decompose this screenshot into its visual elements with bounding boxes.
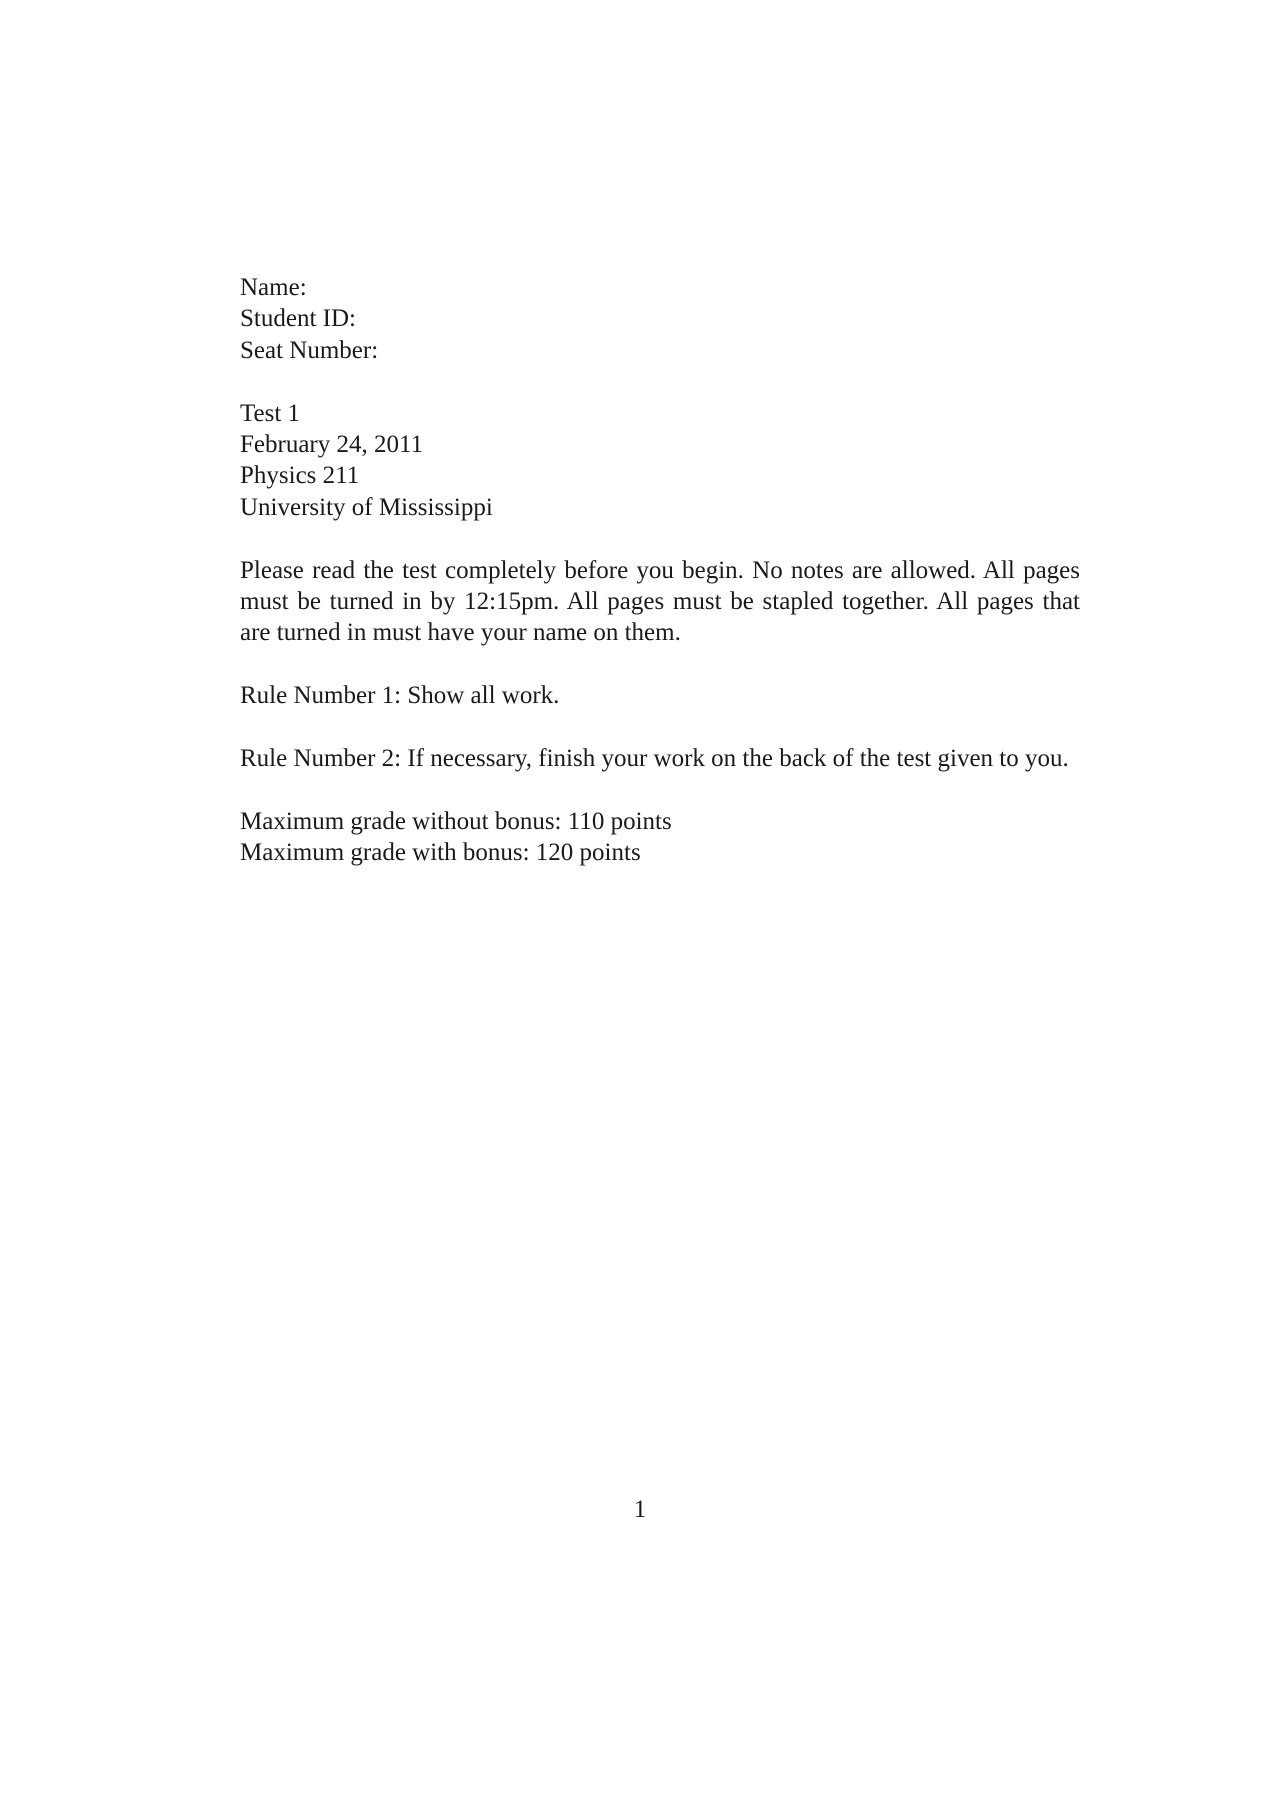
seat-number-label: Seat Number: (240, 336, 379, 364)
institution-name: University of Mississippi (240, 493, 493, 521)
name-label: Name: (240, 274, 307, 301)
grading-info (240, 806, 1080, 869)
rule-2-block (240, 743, 1080, 774)
max-grade-without-bonus: Maximum grade without bonus: 110 points (240, 807, 672, 835)
instructions (240, 555, 1080, 649)
page-number: 1 (633, 1496, 647, 1523)
student-info-fields (240, 272, 1080, 366)
max-grade-with-bonus: Maximum grade with bonus: 120 points (240, 839, 641, 867)
rule-1-block (240, 680, 1080, 711)
test-date: February 24, 2011 (240, 431, 424, 459)
rule-1: Rule Number 1: Show all work. (240, 682, 560, 710)
course-name: Physics 211 (240, 462, 360, 490)
test-title: Test 1 (240, 399, 301, 427)
rule-2: Rule Number 2: If necessary, finish your work on the back of the test given to you. (240, 745, 1069, 773)
test-info (240, 398, 1080, 524)
student-id-label: Student ID: (240, 305, 356, 333)
instructions-paragraph: Please read the test completely before you begin. No notes are allowed. All pages must be turned in by 12:15pm. All pages must be stapled together. All pages that are turned in must have your name on them. (240, 556, 1080, 647)
page-content (240, 272, 1080, 900)
